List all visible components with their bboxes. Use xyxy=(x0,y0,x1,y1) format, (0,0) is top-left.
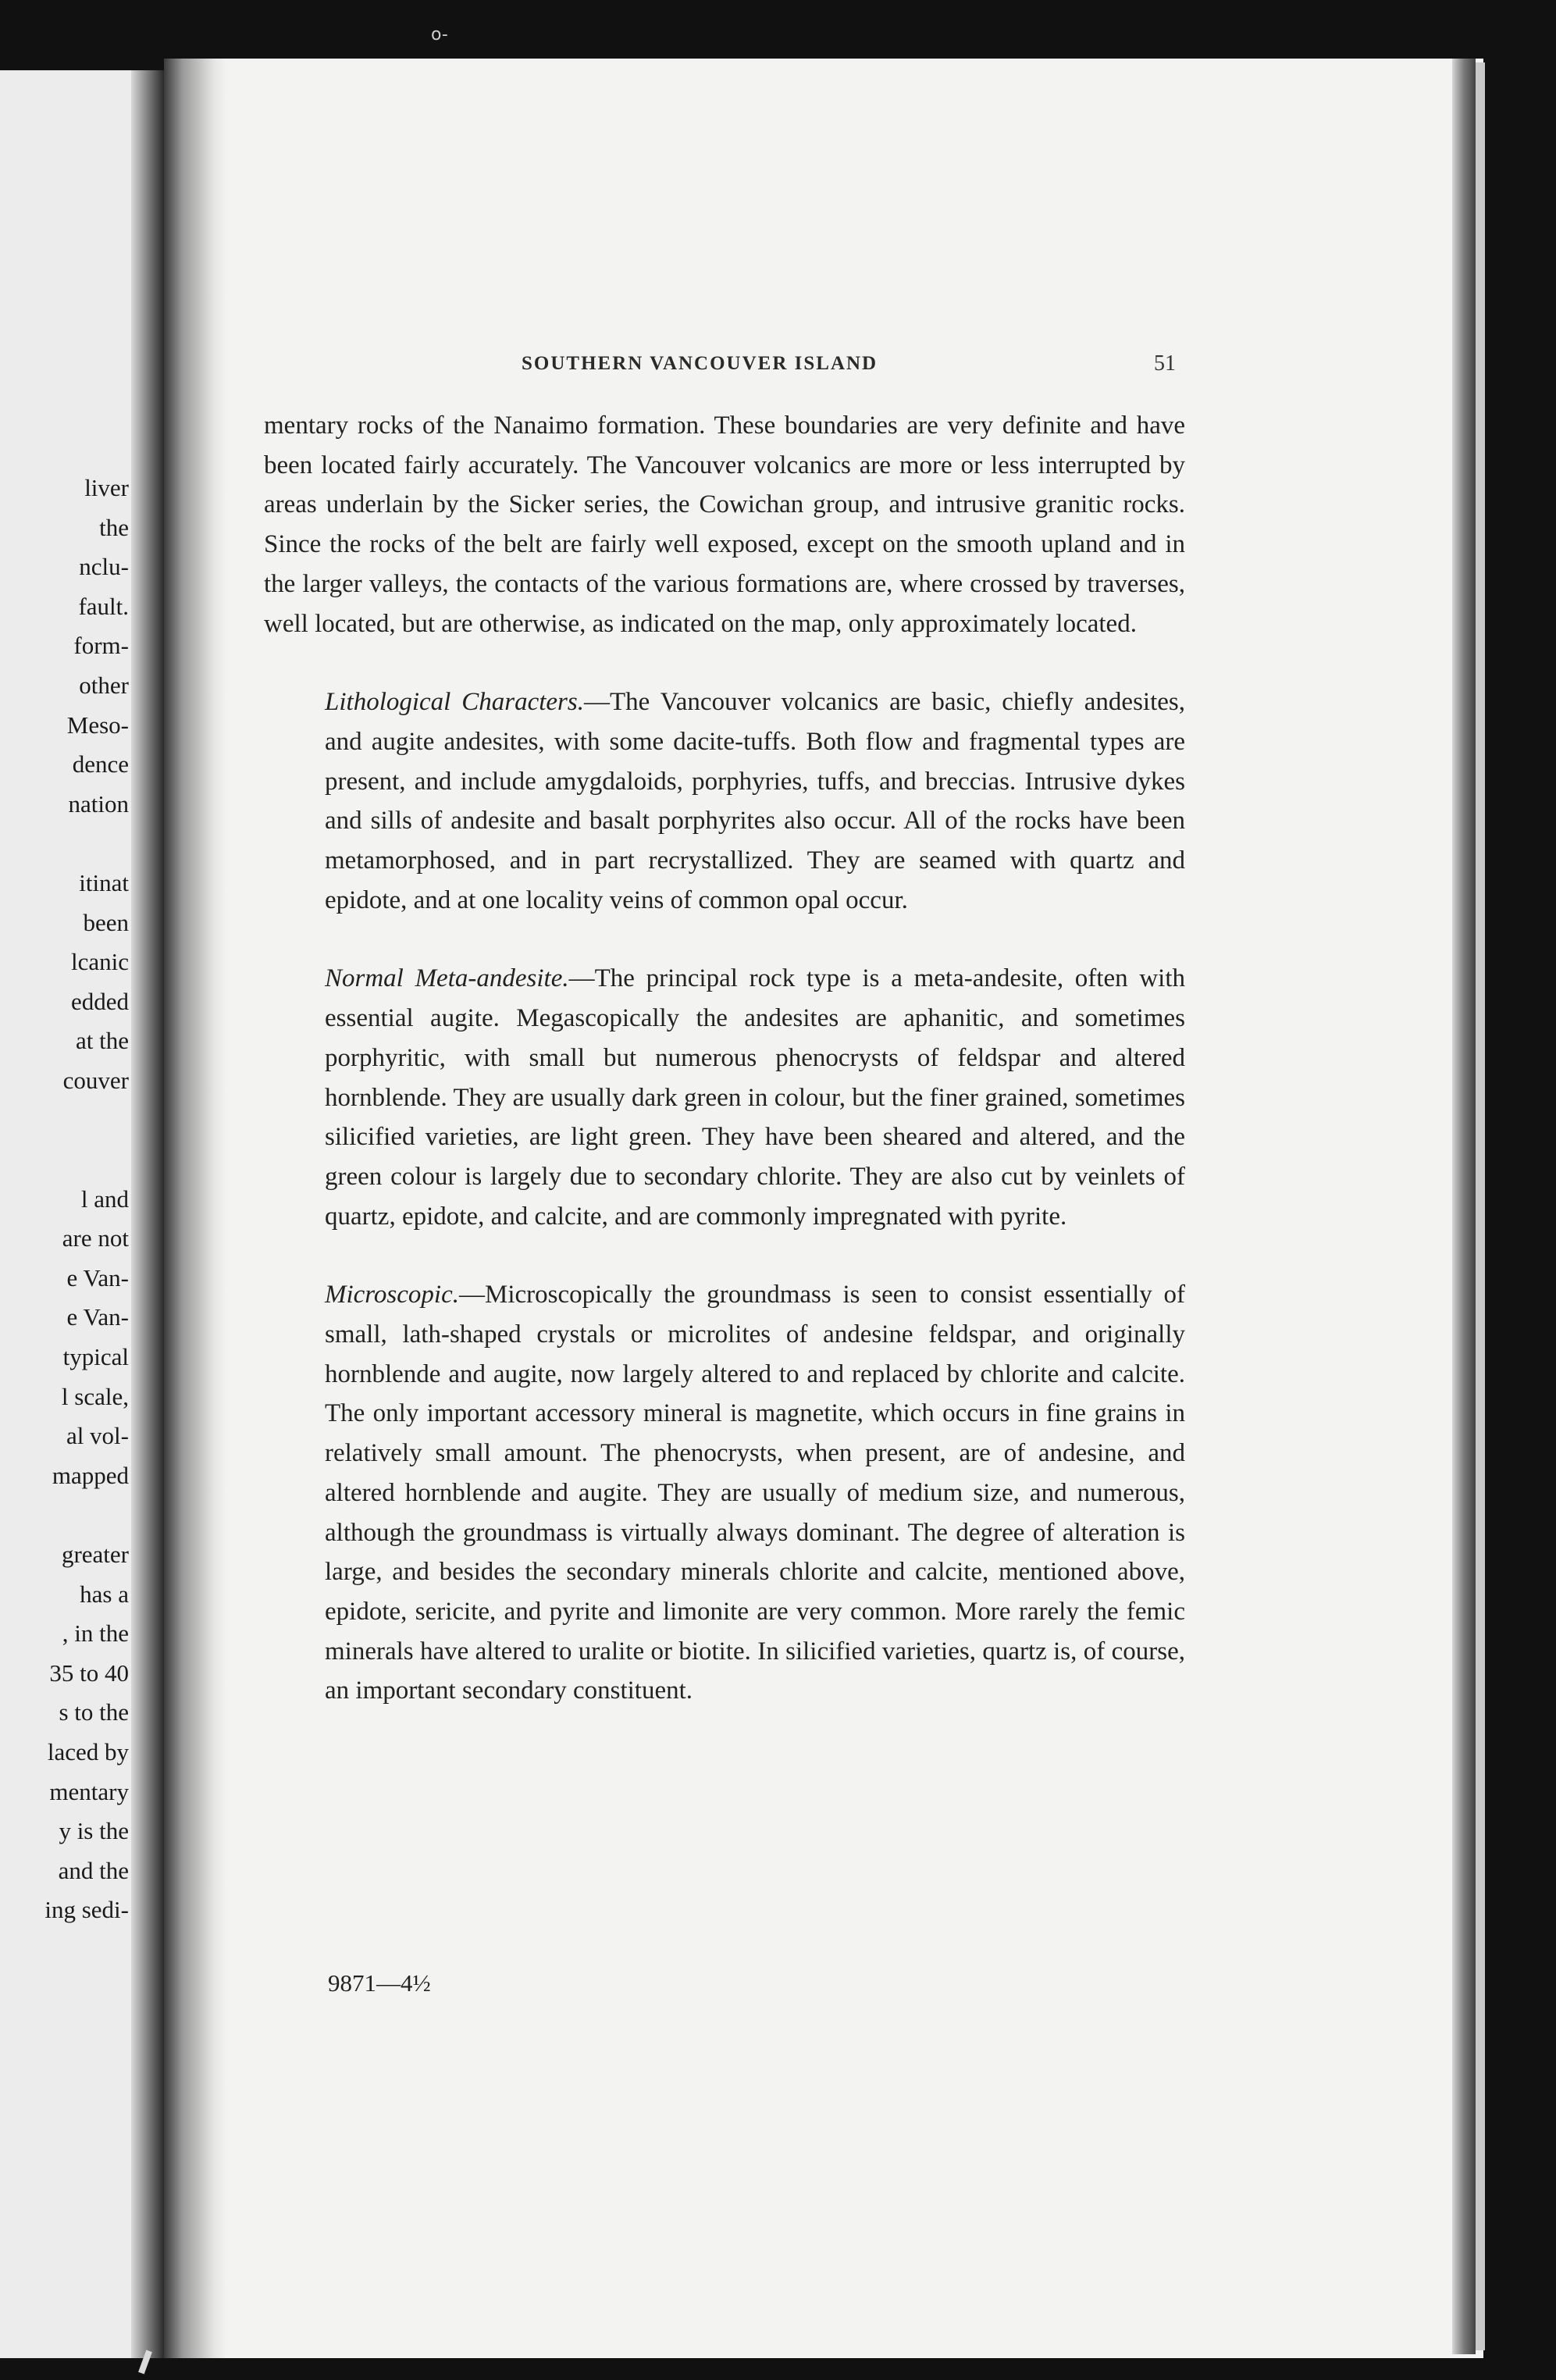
left-page-line: typical xyxy=(62,1343,129,1371)
left-page-gutter-shadow xyxy=(131,70,164,2358)
left-page-line: mentary xyxy=(49,1777,129,1805)
section-heading-lithological: Lithological Characters. xyxy=(325,688,584,717)
left-page-line: l and xyxy=(80,1185,129,1213)
right-page-edge xyxy=(1452,59,1476,2354)
running-title: SOUTHERN VANCOUVER ISLAND xyxy=(522,353,878,374)
left-page-line: dence xyxy=(72,750,129,778)
right-page-edge-strip xyxy=(1476,62,1485,2350)
paragraph-text: —The principal rock type is a meta-andesite, often with essential augite. Megascopically the andesites are aphanitic, and sometimes porphyritic, with small but numerous phenocrysts of feldspar and altered hornblende. They are usually dark green in colour, but the finer grained, sometimes silicified varieties, are light green. They have been sheared and altered, and the green colour is largely due to secondary chlorite. They are also cut by veinlets of quartz, epidote, and calcite, and are commonly impregnated with pyrite. xyxy=(325,964,1185,1231)
left-page-line: l scale, xyxy=(61,1382,129,1410)
left-page-line: nclu- xyxy=(79,553,129,581)
left-page-line: mapped xyxy=(52,1461,129,1489)
section-heading-microscopic: Microscopic. xyxy=(325,1281,459,1309)
printer-signature-mark: 9871—4½ xyxy=(328,1969,431,1997)
left-page-line: liver xyxy=(84,474,129,501)
left-page-line: nation xyxy=(68,789,129,818)
left-page-line: 35 to 40 xyxy=(49,1659,129,1687)
left-page-line: , in the xyxy=(62,1619,129,1648)
paragraph-continuation: mentary rocks of the Nanaimo formation. These boundaries are very definite and have been located fairly accurately. The Vancouver volcanics are more or less interrupted by areas underlain by the Sicker series, the Cowichan group, and intrusive granitic rocks. Since the rocks of the belt are fairly well exposed, except on the smooth upland and in the larger valleys, the contacts of the various formations are, where crossed by traverses, well located, but are otherwise, as indicated on the map, only approximately located. xyxy=(264,412,1185,638)
left-page-line: e Van- xyxy=(66,1303,129,1331)
left-page-line: e Van- xyxy=(66,1263,129,1292)
left-page-line: laced by xyxy=(47,1738,129,1765)
left-page-line xyxy=(0,1495,129,1535)
left-page-line xyxy=(0,1140,129,1180)
left-page-line xyxy=(0,1101,129,1141)
paragraph-text: —The Vancouver volcanics are basic, chiefly andesites, and augite andesites, with some dacite-tuffs. Both flow and fragmental types are present, and include amygdaloids, porphyries, tuffs, and breccias. Intrusive dykes and sills of andesite and basalt porphyrites also occur. All of the rocks have been metamorphosed, and in part recrystallized. They are seamed with quartz and epidote, and at one locality veins of common opal occur. xyxy=(325,688,1186,914)
left-page-text-fragments xyxy=(0,469,129,1930)
left-page-line: the xyxy=(99,513,129,541)
page-number: 51 xyxy=(1154,351,1176,376)
left-page-line: ing sedi- xyxy=(45,1896,129,1924)
left-page-line: couver xyxy=(62,1066,129,1094)
left-page-line: and the xyxy=(58,1856,129,1884)
paragraph-microscopic xyxy=(264,1275,1185,1711)
left-page-line: are not xyxy=(62,1224,129,1252)
left-page-line: edded xyxy=(70,987,129,1015)
left-page-line: fault. xyxy=(78,592,129,620)
left-page-line: has a xyxy=(80,1580,129,1608)
left-page-line: s to the xyxy=(59,1698,129,1726)
section-heading-meta-andesite: Normal Meta-andesite. xyxy=(325,964,569,993)
paragraph-lithological-characters xyxy=(264,682,1185,920)
top-margin-mark: o- xyxy=(431,25,448,45)
page-body xyxy=(264,406,1185,1750)
left-page-line: y is the xyxy=(59,1817,129,1845)
left-page-line: itinat xyxy=(79,868,129,896)
left-page-line: other xyxy=(79,671,129,699)
left-page-line: form- xyxy=(73,632,129,660)
left-page-line: lcanic xyxy=(70,948,129,976)
left-page-line: greater xyxy=(61,1541,129,1569)
left-page-line: Meso- xyxy=(66,711,129,739)
left-page-line xyxy=(0,824,129,864)
left-page-line: at the xyxy=(76,1027,129,1055)
right-page-gutter-shadow xyxy=(164,59,226,2358)
paragraph-normal-meta-andesite xyxy=(264,959,1185,1236)
paragraph-text: —Microscopically the groundmass is seen to consist essentially of small, lath-shaped crystals or microlites of andesine feldspar, and originally hornblende and augite, now largely altered to and replaced by chlorite and calcite. The only important accessory mineral is magnetite, which occurs in fine grains in relatively small amount. The phenocrysts, when present, are of andesine, and altered hornblende and augite. They are usually of medium size, and numerous, although the groundmass is virtually always dominant. The degree of alteration is large, and besides the secondary minerals chlorite and calcite, mentioned above, epidote, sericite, and pyrite and limonite are very common. More rarely the femic minerals have altered to uralite or biotite. In silicified varieties, quartz is, of course, an important secondary constituent. xyxy=(325,1281,1185,1705)
left-page xyxy=(0,70,164,2358)
left-page-line: al vol- xyxy=(66,1422,129,1450)
left-page-line: been xyxy=(83,908,129,936)
